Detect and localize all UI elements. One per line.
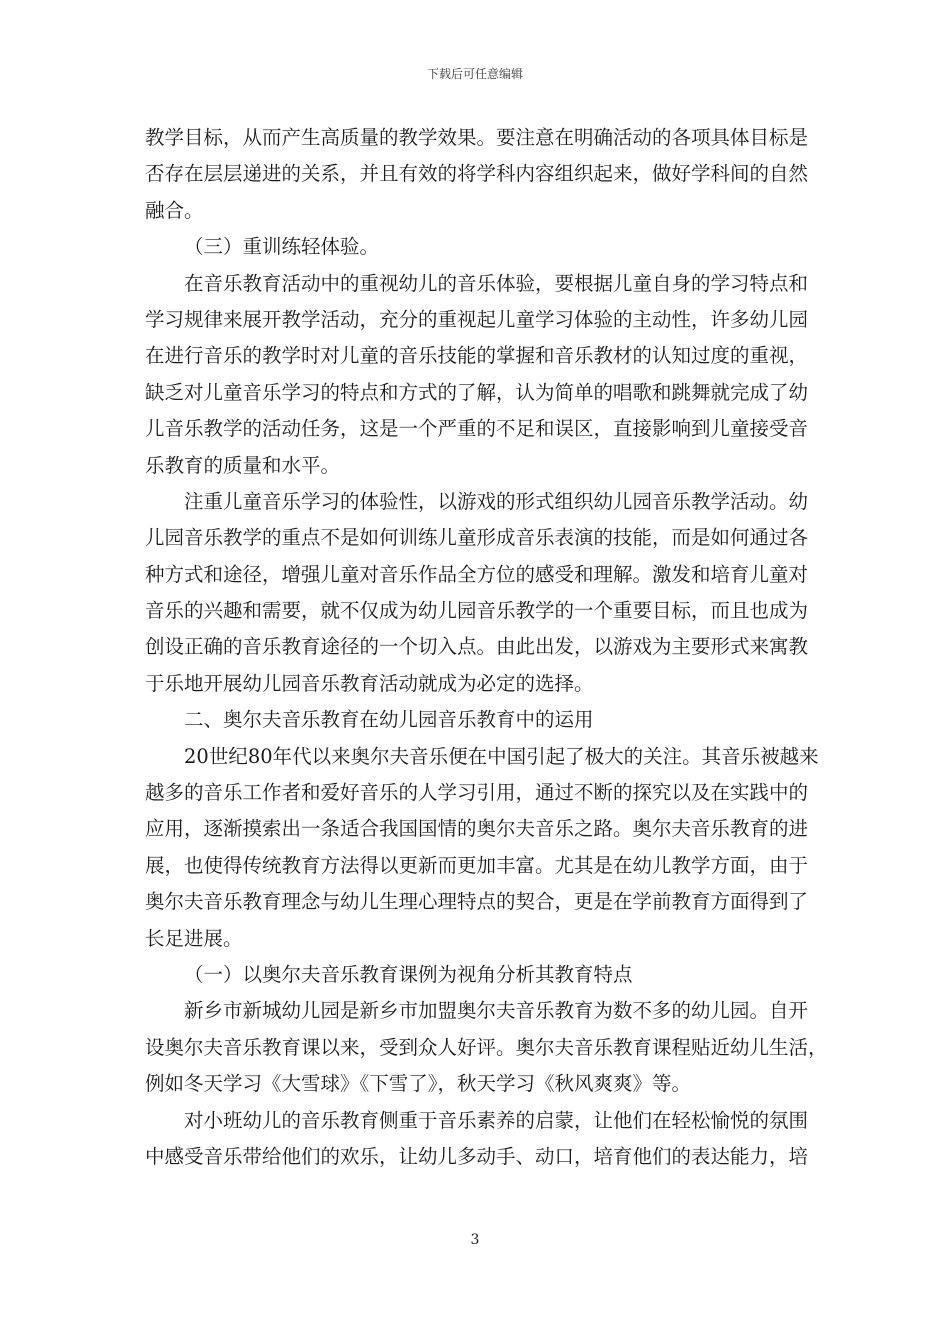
text-line: 设奥尔夫音乐教育课以来，受到众人好评。奥尔夫音乐教育课程贴近幼儿生活， [145, 1035, 828, 1059]
text-line: 中感受音乐带给他们的欢乐，让幼儿多动手、动口，培育他们的表达能力，培 [145, 1144, 809, 1168]
text-line: 越多的音乐工作者和爱好音乐的人学习引用，通过不断的探究以及在实践中的 [145, 781, 809, 805]
text-line: 儿音乐教学的活动任务，这是一个严重的不足和误区，直接影响到儿童接受音 [145, 417, 809, 441]
text-line: 例如冬天学习《大雪球》《下雪了》，秋天学习《秋风爽爽》等。 [145, 1072, 692, 1096]
text-line: 乐教育的质量和水平。 [145, 453, 341, 477]
text-line: （三）重训练轻体验。 [184, 235, 380, 259]
text-line: 应用，逐渐摸索出一条适合我国国情的奥尔夫音乐之路。奥尔夫音乐教育的进 [145, 817, 809, 841]
text-line: 奥尔夫音乐教育理念与幼儿生理心理特点的契合，更是在学前教育方面得到了 [145, 890, 809, 914]
text-line: 音乐的兴趣和需要，就不仅成为幼儿园音乐教学的一个重要目标，而且也成为 [145, 599, 809, 623]
text-line: 二、奥尔夫音乐教育在幼儿园音乐教育中的运用 [184, 708, 594, 732]
text-line: 新乡市新城幼儿园是新乡市加盟奥尔夫音乐教育为数不多的幼儿园。自开 [184, 999, 809, 1023]
page-number: 3 [470, 1232, 480, 1248]
text-line: 注重儿童音乐学习的体验性，以游戏的形式组织幼儿园音乐教学活动。幼 [184, 489, 809, 513]
page-header-note: 下载后可任意编辑 [426, 67, 523, 81]
text-line: 长足进展。 [145, 926, 243, 950]
document-body [145, 120, 828, 1175]
text-line: 于乐地开展幼儿园音乐教育活动就成为必定的选择。 [145, 671, 594, 695]
text-line: 对小班幼儿的音乐教育侧重于音乐素养的启蒙，让他们在轻松愉悦的氛围 [184, 1108, 809, 1132]
text-line: 融合。 [145, 198, 204, 222]
text-line: 20世纪80年代以来奥尔夫音乐便在中国引起了极大的关注。其音乐被越来 [184, 744, 819, 768]
text-line: 缺乏对儿童音乐学习的特点和方式的了解，认为简单的唱歌和跳舞就完成了幼 [145, 380, 809, 404]
text-line: 否存在层层递进的关系，并且有效的将学科内容组织起来，做好学科间的自然 [145, 162, 809, 186]
text-line: 展，也使得传统教育方法得以更新而更加丰富。尤其是在幼儿教学方面，由于 [145, 853, 809, 877]
text-line: 创设正确的音乐教育途径的一个切入点。由此出发，以游戏为主要形式来寓教 [145, 635, 809, 659]
text-line: 在音乐教育活动中的重视幼儿的音乐体验，要根据儿童自身的学习特点和 [184, 271, 809, 295]
text-line: 教学目标，从而产生高质量的教学效果。要注意在明确活动的各项具体目标是 [145, 126, 809, 149]
text-line: （一）以奥尔夫音乐教育课例为视角分析其教育特点 [184, 962, 633, 986]
text-line: 学习规律来展开教学活动，充分的重视起儿童学习体验的主动性，许多幼儿园 [145, 307, 809, 331]
text-line: 在进行音乐的教学时对儿童的音乐技能的掌握和音乐教材的认知过度的重视， [145, 344, 809, 368]
text-line: 儿园音乐教学的重点不是如何训练儿童形成音乐表演的技能，而是如何通过各 [145, 526, 809, 550]
text-line: 种方式和途径，增强儿童对音乐作品全方位的感受和理解。激发和培育儿童对 [145, 562, 809, 586]
